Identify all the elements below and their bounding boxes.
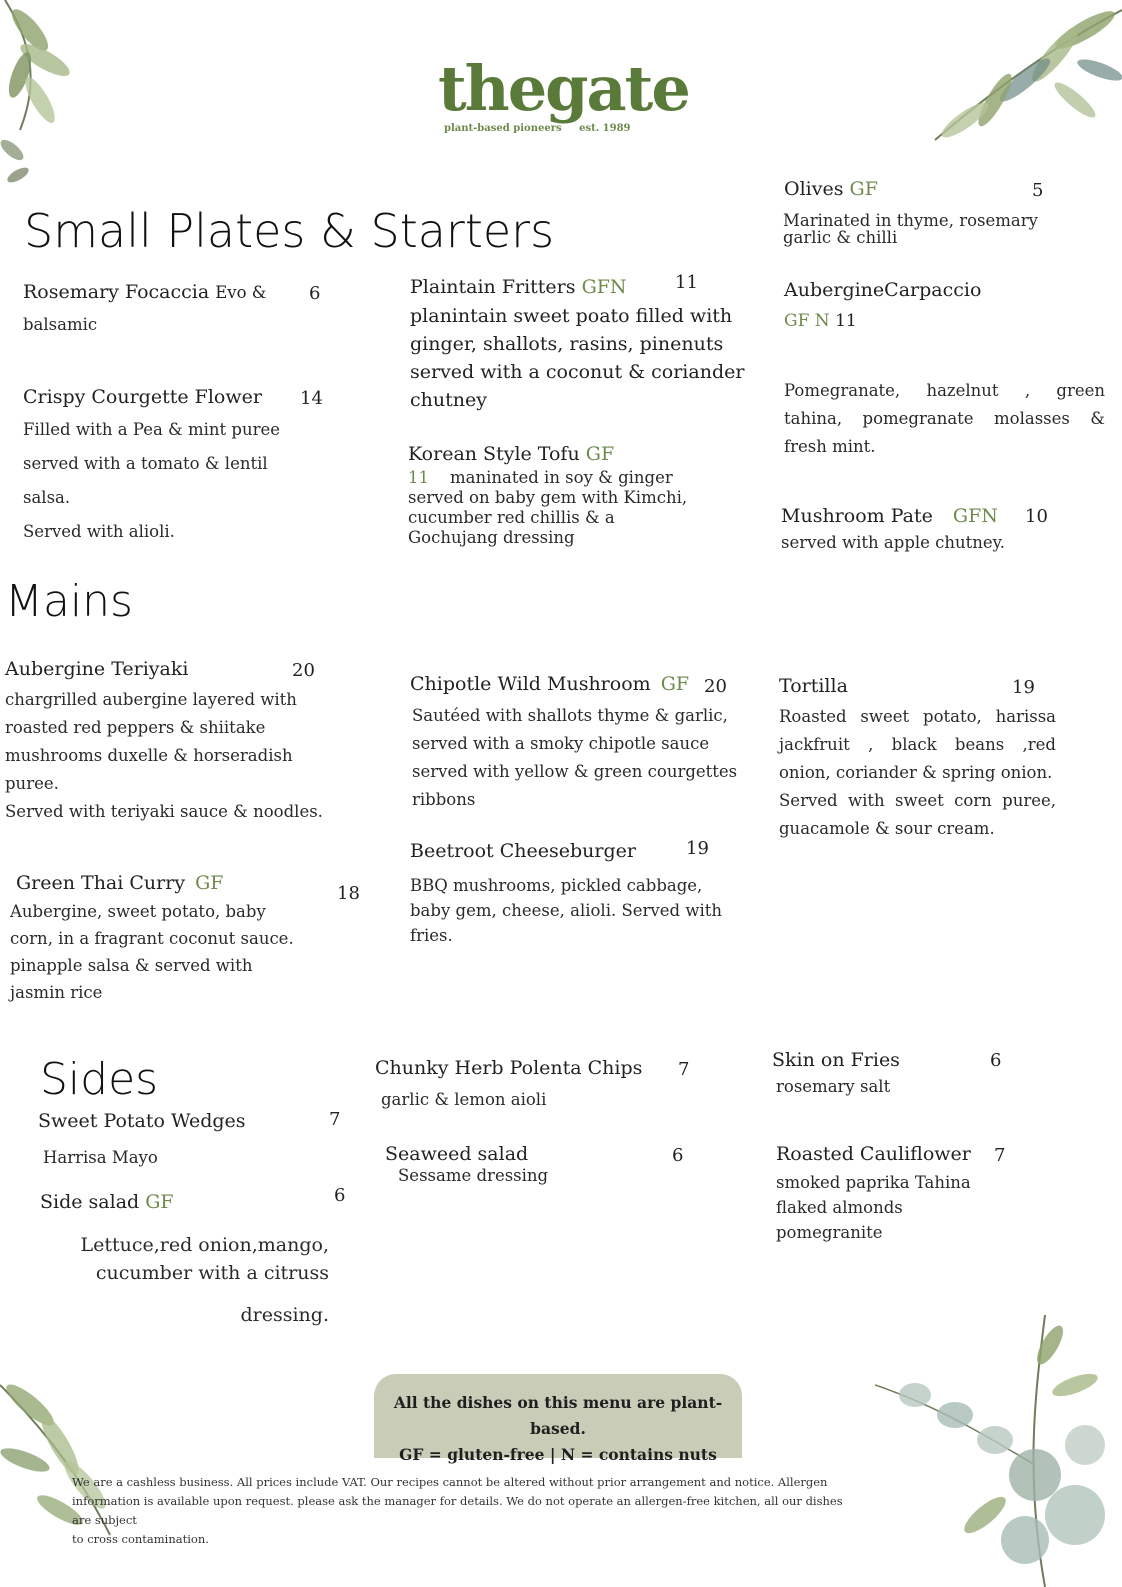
desc-tofu: 11 maninated in soy & ginger served on baby gem with Kimchi, cucumber red chillis & a Gochujang dressing: [408, 468, 688, 547]
desc-seaweed: Sessame dressing: [398, 1166, 549, 1185]
tag-carpaccio: GF N: [784, 311, 830, 331]
price-fries: 6: [990, 1050, 1002, 1071]
plant-based-note: [374, 1374, 742, 1464]
item-name-courgette: Crispy Courgette Flower: [23, 386, 262, 408]
desc-olives: Marinated in thyme, rosemary garlic & chilli: [783, 211, 1038, 247]
foliage-top-left-illustration: [0, 0, 90, 200]
item-name-teriyaki: Aubergine Teriyaki: [5, 658, 189, 680]
item-name-carpaccio: AubergineCarpaccio: [784, 279, 982, 301]
item-name-tofu: Korean Style Tofu GF: [408, 443, 615, 465]
item-name-chipotle: Chipotle Wild Mushroom GF: [410, 673, 690, 695]
foliage-bottom-right-illustration: [875, 1315, 1122, 1587]
tag-pate: GFN: [952, 505, 998, 527]
tag-tofu: GF: [585, 443, 615, 465]
desc-chipotle: Sautéed with shallots thyme & garlic, served with a smoky chipotle sauce served with yellow & green courgettes ribbons: [412, 706, 738, 809]
price-curry: 18: [337, 883, 360, 904]
section-title-sides: Sides: [40, 1054, 159, 1105]
item-name-wedges: Sweet Potato Wedges: [38, 1110, 246, 1132]
desc-burger: BBQ mushrooms, pickled cabbage, baby gem, cheese, alioli. Served with fries.: [410, 876, 722, 945]
desc-curry: Aubergine, sweet potato, baby corn, in a fragrant coconut sauce. pinapple salsa & served with jasmin rice: [10, 902, 294, 1002]
item-name-polenta: Chunky Herb Polenta Chips: [375, 1057, 643, 1079]
price-chipotle: 20: [704, 676, 727, 697]
desc-salad: Lettuce,red onion,mango, cucumber with a citruss dressing.: [80, 1234, 329, 1326]
tagline-text: plant-based pioneers: [444, 123, 562, 134]
tag-plaintain: GFN: [581, 276, 627, 298]
price-pate: 10: [1025, 506, 1048, 527]
price-focaccia: 6: [309, 283, 321, 304]
tag-chipotle: GF: [660, 673, 690, 695]
price-polenta: 7: [678, 1059, 690, 1080]
desc-fries: rosemary salt: [776, 1077, 891, 1096]
note-line-1: All the dishes on this menu are plant-based.: [393, 1393, 723, 1438]
footer-disclaimer: We are a cashless business. All prices include VAT. Our recipes cannot be altered without prior arrangement and notice. Allergen information is available upon request. please ask the manager for details. We do not operate an allergen-free kitchen, all our dishes are subject to cross contamination.: [72, 1475, 843, 1546]
tag-salad: GF: [145, 1191, 174, 1213]
desc-courgette: Filled with a Pea & mint puree served with a tomato & lentil salsa. Served with alioli.: [23, 420, 281, 541]
item-name-burger: Beetroot Cheeseburger: [410, 840, 636, 862]
price-tofu: 11: [408, 468, 429, 487]
price-olives: 5: [1032, 180, 1044, 201]
desc-tortilla: Roasted sweet potato, harissa jackfruit , black beans ,red onion, coriander & spring onion. Served with sweet corn puree, guacamole & sour cream.: [779, 707, 1056, 838]
tag-olives: GF: [849, 178, 878, 200]
item-name-curry: Green Thai Curry GF: [16, 872, 224, 894]
price-teriyaki: 20: [292, 660, 315, 681]
item-name-seaweed: Seaweed salad: [385, 1143, 529, 1165]
price-courgette: 14: [300, 388, 323, 409]
price-burger: 19: [686, 838, 709, 859]
section-title-mains: Mains: [5, 576, 133, 627]
desc-polenta: garlic & lemon aioli: [381, 1090, 547, 1109]
desc-focaccia: balsamic: [23, 315, 98, 334]
desc-wedges: Harrisa Mayo: [43, 1148, 158, 1167]
price-seaweed: 6: [672, 1145, 684, 1166]
desc-plaintain: planintain sweet poato filled with ginger, shallots, rasins, pinenuts served with a coconut & coriander chutney: [410, 305, 745, 411]
brand-logo: thegate: [438, 52, 689, 125]
item-name-cauliflower: Roasted Cauliflower: [776, 1143, 971, 1165]
item-name-pate: Mushroom Pate GFN: [781, 505, 998, 527]
item-name-focaccia: Rosemary Focaccia Evo &: [23, 281, 267, 303]
price-salad: 6: [334, 1185, 346, 1206]
desc-teriyaki: chargrilled aubergine layered with roasted red peppers & shiitake mushrooms duxelle & horseradish puree. Served with teriyaki sauce & noodles.: [5, 690, 323, 821]
desc-cauliflower: smoked paprika Tahina flaked almonds pomegranite: [776, 1173, 971, 1242]
section-title-starters: Small Plates & Starters: [24, 204, 555, 258]
price-plaintain: 11: [675, 272, 698, 293]
tag-curry: GF: [195, 872, 224, 894]
price-tortilla: 19: [1012, 677, 1035, 698]
item-name-plaintain: Plaintain Fritters GFN: [410, 276, 627, 298]
price-carpaccio: 11: [835, 311, 857, 331]
est-text: est. 1989: [579, 123, 631, 134]
price-wedges: 7: [329, 1109, 341, 1130]
foliage-top-right-illustration: [915, 0, 1122, 150]
item-name-tortilla: Tortilla: [779, 675, 848, 697]
item-name-olives: Olives GF: [784, 178, 878, 200]
desc-pate: served with apple chutney.: [781, 533, 1006, 552]
tag-price-carpaccio: [784, 311, 857, 331]
brand-tagline: [444, 123, 645, 134]
desc-carpaccio: Pomegranate, hazelnut , green tahina, pomegranate molasses & fresh mint.: [784, 381, 1105, 456]
price-cauliflower: 7: [994, 1145, 1006, 1166]
note-line-2: GF = gluten-free | N = contains nuts: [399, 1445, 717, 1464]
item-name-salad: Side salad GF: [40, 1191, 174, 1213]
item-name-fries: Skin on Fries: [772, 1049, 900, 1071]
